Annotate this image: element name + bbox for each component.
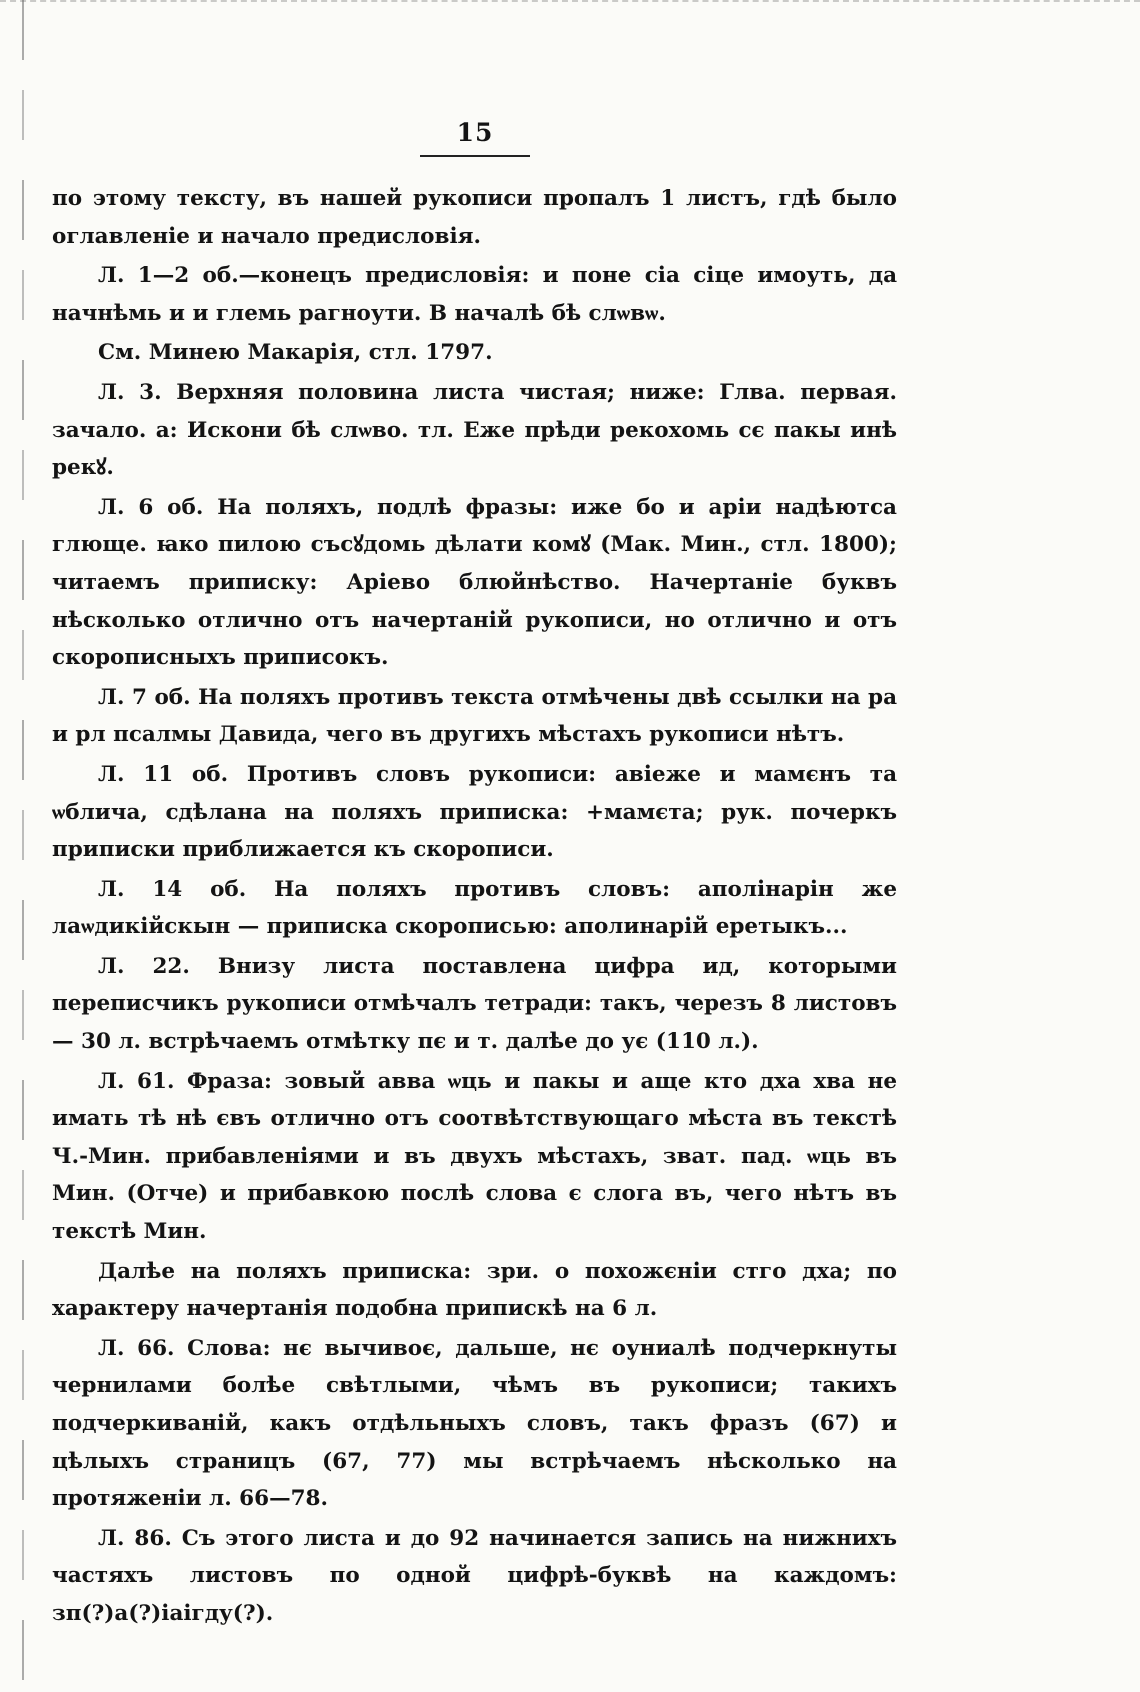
paragraph-leaf-14: Л. 14 об. На поляхъ противъ словъ: аполінарін же лаѡдикійскын — приписка скорописью: аполинарій еретыкъ... [52,876,897,940]
paragraph-leaf-11: Л. 11 об. Противъ словъ рукописи: авіеже и мамєнъ та ѡблича, сдѣлана на поляхъ приписка: +мамєта; рук. почеркъ приписки приближается къ скорописи. [52,761,897,863]
paragraph-leaf-61: Л. 61. Фраза: зовый авва ѡць и пакы и аще кто дха хва не имать тѣ нѣ євъ отлично отъ соотвѣтствующаго мѣста въ текстѣ Ч.-Мин. прибавленіями и въ двухъ мѣстахъ, зват. пад. ѡць въ Мин. (Отче) и прибавкою послѣ слова є слога въ, чего нѣтъ въ текстѣ Мин. [52,1068,897,1245]
page-number: 15 [420,118,530,157]
paragraph-leaf-3: Л. 3. Верхняя половина листа чистая; ниже: Глва. пeрвая. зачало. а: Искони бѣ слѡво. тл. Еже прѣди рекохомь сє пакы инѣ рекꙋ. [52,379,897,481]
paragraph-leaf-1-2: Л. 1—2 об.—конецъ предисловія: и поне сіа сіце имоуть, да начнѣмь и и глемь рагноути. В началѣ бѣ слѡвѡ. [52,263,897,326]
paragraph-leaf-7: Л. 7 об. На поляхъ противъ текста отмѣчены двѣ ссылки на ра и рл псалмы Давида, чего въ другихъ мѣстахъ рукописи нѣтъ. [52,684,897,748]
paragraph-leaf-6: Л. 6 об. На поляхъ, подлѣ фразы: иже бо и аріи надѣютса глюще. ꙗко пилою съсꙋдомь дѣлати комꙋ (Мак. Мин., стл. 1800); читаемъ приписку: Аріево блюйнѣство. Начертаніе буквъ нѣсколько отлично отъ начертаній рукописи, но отлично и отъ скорописныхъ приписокъ. [52,494,897,671]
body-text [52,180,897,1633]
left-binding-shadow [22,0,24,1692]
paragraph-leaf-66: Л. 66. Слова: нє вычивоє, дальше, нє оуниалѣ подчеркнуты чернилами болѣе свѣтлыми, чѣмъ въ рукописи; такихъ подчеркиваній, какъ отдѣльныхъ словъ, такъ фразъ (67) и цѣлыхъ страницъ (67, 77) мы встрѣчаемъ нѣсколько на протяженіи л. 66—78. [52,1335,897,1512]
paragraph-margin-note: Далѣе на поляхъ приписка: зри. о похожєніи стго дха; по характеру начертанія подобна припискѣ на 6 л. [52,1258,897,1322]
paragraph-continuation: по этому тексту, въ нашей рукописи пропалъ 1 листъ, гдѣ было оглавленіе и начало предисловія. [52,186,897,249]
paragraph-leaf-86: Л. 86. Съ этого листа и до 92 начинается запись на нижнихъ частяхъ листовъ по одной цифрѣ-буквѣ на каждомъ: зп(?)а(?)іаігду(?). [52,1525,897,1626]
paragraph-see-menaion: См. Минею Макарія, стл. 1797. [98,340,493,366]
top-edge-specks [0,0,1140,10]
paragraph-leaf-22: Л. 22. Внизу листа поставлена цифра ид, которыми переписчикъ рукописи отмѣчалъ тетради: такъ, черезъ 8 листовъ — 30 л. встрѣчаемъ отмѣтку пє и т. далѣе до ує (110 л.). [52,953,897,1055]
